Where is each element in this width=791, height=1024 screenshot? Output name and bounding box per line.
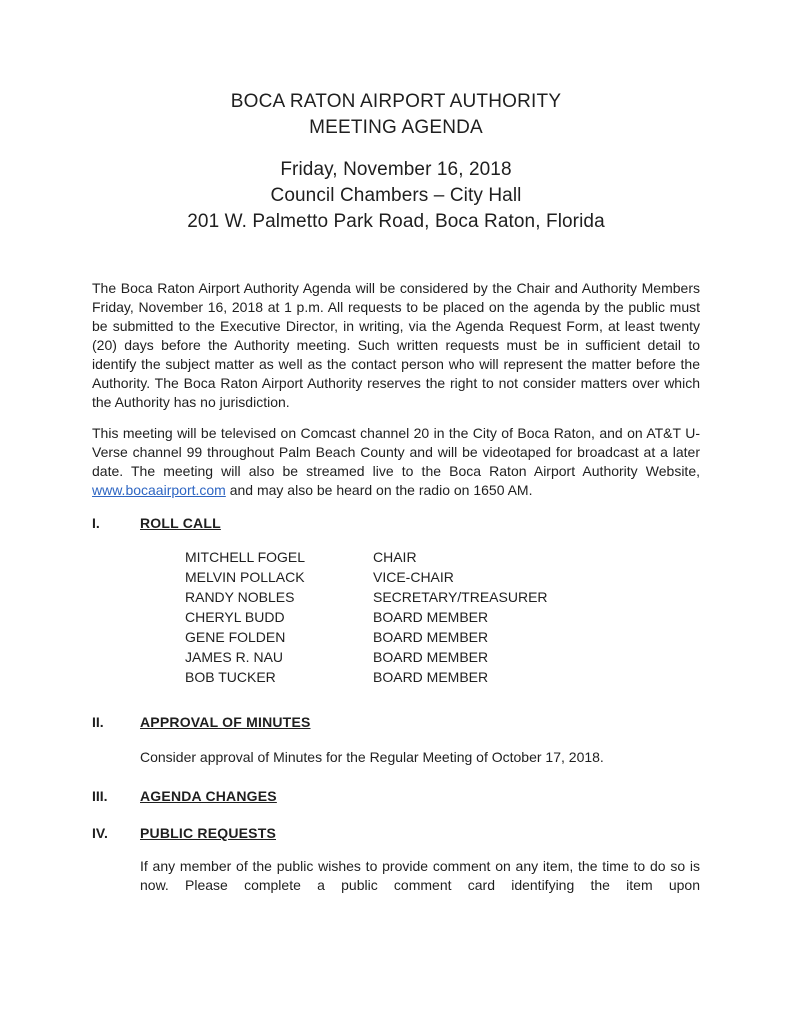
meeting-info (92, 157, 700, 235)
meeting-date: Friday, November 16, 2018 (280, 159, 512, 180)
website-link[interactable]: www.bocaairport.com (92, 482, 226, 498)
broadcast-text-before-link: This meeting will be televised on Comcast channel 20 in the City of Boca Raton, and on AT&T U-Verse channel 99 throughout Palm Beach County and will be videotaped for broadcast at a later date. The meeting will also be streamed live to the Boca Raton Airport Authority Website, (92, 425, 700, 479)
section-numeral: III. (92, 788, 108, 804)
roster-member-role: VICE-CHAIR (373, 569, 454, 585)
roster-member-role: CHAIR (373, 549, 417, 565)
roster-member-name: MELVIN POLLACK (185, 569, 305, 585)
section-roll-call-heading (92, 514, 700, 533)
roster-row (185, 607, 700, 627)
section-roll-call (92, 514, 700, 687)
roll-call-roster (185, 547, 700, 687)
roster-row (185, 547, 700, 567)
roster-member-name: JAMES R. NAU (185, 649, 284, 665)
section-heading-text: ROLL CALL (140, 515, 221, 531)
roster-member-role: BOARD MEMBER (373, 609, 489, 625)
approval-of-minutes-body: Consider approval of Minutes for the Regular Meeting of October 17, 2018. (140, 749, 604, 765)
section-heading-text: PUBLIC REQUESTS (140, 825, 277, 841)
broadcast-text-after-link: and may also be heard on the radio on 1650 AM. (225, 482, 533, 498)
section-public-requests (92, 824, 700, 895)
section-numeral: IV. (92, 825, 108, 841)
section-agenda-changes-heading (92, 787, 700, 806)
roster-member-name: MITCHELL FOGEL (185, 549, 306, 565)
roster-member-name: RANDY NOBLES (185, 589, 295, 605)
roster-row (185, 647, 700, 667)
section-approval-of-minutes (92, 713, 700, 767)
title-line-organization: BOCA RATON AIRPORT AUTHORITY (230, 91, 562, 112)
section-heading-text: APPROVAL OF MINUTES (140, 714, 311, 730)
document-title (92, 89, 700, 141)
roster-row (185, 627, 700, 647)
intro-paragraph: The Boca Raton Airport Authority Agenda will be considered by the Chair and Authority Members Friday, November 16, 2018 at 1 p.m. All requests to be placed on the agenda by the public must be submitted to the Executive Director, in writing, via the Agenda Request Form, at least twenty (20) days before the Authority meeting. Such written requests must be in sufficient detail to identify the subject matter as well as the contact person who will represent the matter before the Authority. The Boca Raton Airport Authority reserves the right to not consider matters over which the Authority has no jurisdiction. (92, 280, 700, 410)
section-public-requests-heading (92, 824, 700, 843)
roster-member-name: GENE FOLDEN (185, 629, 286, 645)
roster-row (185, 567, 700, 587)
roster-member-role: BOARD MEMBER (373, 649, 489, 665)
roster-row (185, 587, 700, 607)
title-line-document-type: MEETING AGENDA (309, 117, 483, 138)
section-approval-heading (92, 713, 700, 732)
section-numeral: I. (92, 515, 100, 531)
meeting-address: 201 W. Palmetto Park Road, Boca Raton, Florida (187, 211, 605, 232)
public-requests-body: If any member of the public wishes to provide comment on any item, the time to do so is now. Please complete a public comment card identifying the item upon (140, 858, 700, 893)
roster-member-name: CHERYL BUDD (185, 609, 285, 625)
roster-member-role: BOARD MEMBER (373, 669, 489, 685)
broadcast-paragraph (92, 424, 700, 500)
section-numeral: II. (92, 714, 104, 730)
roster-member-name: BOB TUCKER (185, 669, 276, 685)
roster-member-role: SECRETARY/TREASURER (373, 589, 548, 605)
roster-row (185, 667, 700, 687)
roster-member-role: BOARD MEMBER (373, 629, 489, 645)
section-heading-text: AGENDA CHANGES (140, 788, 277, 804)
section-agenda-changes (92, 787, 700, 806)
meeting-location: Council Chambers – City Hall (270, 185, 522, 206)
